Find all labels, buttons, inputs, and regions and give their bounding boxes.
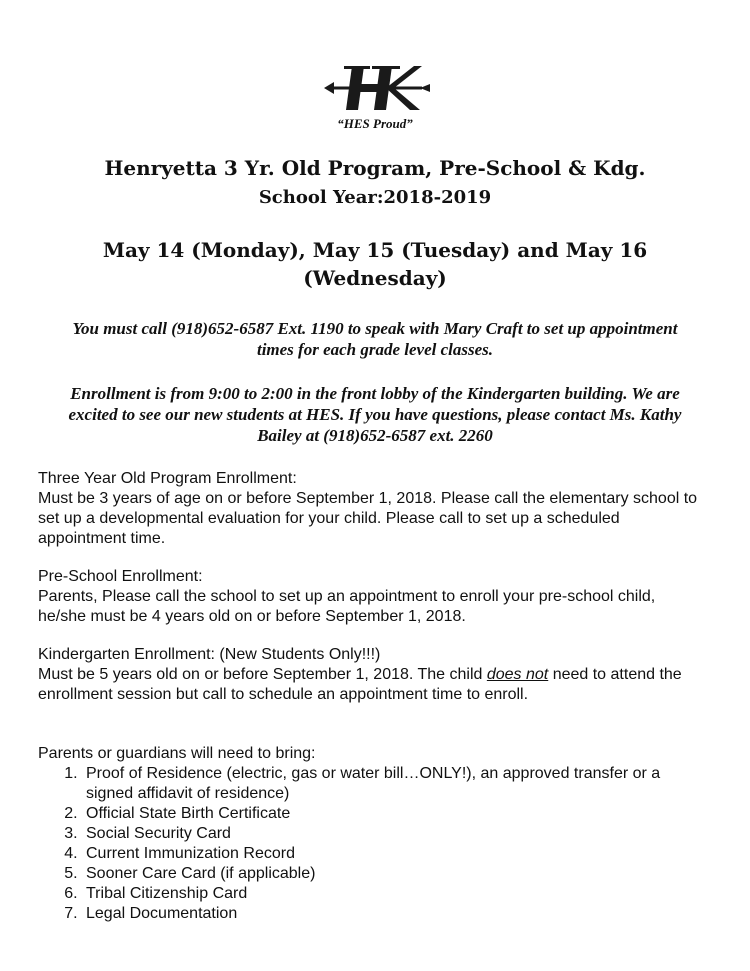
list-item: 1. Proof of Residence (electric, gas or water bill…ONLY!), an approved transfer or a signed affidavit of residence) xyxy=(82,764,706,804)
list-item: 5. Sooner Care Card (if applicable) xyxy=(82,864,706,884)
hk-logo-icon xyxy=(322,58,432,118)
section-text: Must be 3 years of age on or before September 1, 2018. Please call the elementary school to set up a developmental evaluation for your child. Please call to set up a scheduled appointment time. xyxy=(38,490,698,547)
preschool-section xyxy=(38,567,706,627)
section-text: Parents, Please call the school to set up an appointment to enroll your pre-school child, he/she must be 4 years old on or before September 1, 2018. xyxy=(38,588,656,625)
required-documents-list xyxy=(38,764,706,924)
phone-instruction: You must call (918)652-6587 Ext. 1190 to speak with Mary Craft to set up appointment times for each grade level classes. xyxy=(72,319,678,359)
section-heading: Three Year Old Program Enrollment: xyxy=(38,470,297,487)
text-before: Must be 5 years old on or before September 1, 2018. The child xyxy=(38,666,487,683)
section-heading: Pre-School Enrollment: xyxy=(38,568,203,585)
section-text xyxy=(38,665,706,705)
list-item: 7. Legal Documentation xyxy=(82,904,706,924)
list-item: 2. Official State Birth Certificate xyxy=(82,804,706,824)
section-heading: Parents or guardians will need to bring: xyxy=(38,745,316,762)
text-after: need to attend the enrollment session but call to schedule an appointment time to enroll. xyxy=(38,666,682,703)
school-year: School Year:2018-2019 xyxy=(258,187,492,208)
bring-section xyxy=(38,744,706,924)
list-item: 4. Current Immunization Record xyxy=(82,844,706,864)
enrollment-info: Enrollment is from 9:00 to 2:00 in the front lobby of the Kindergarten building. We are excited to see our new students at HES. If you have questions, please contact Ms. Kathy Bailey at (918)652-6587 ext. 2260 xyxy=(68,384,682,445)
enrollment-dates: May 14 (Monday), May 15 (Tuesday) and May 16 (Wednesday) xyxy=(102,238,648,290)
emphasis-does-not: does not xyxy=(486,666,549,683)
section-heading: Kindergarten Enrollment: (New Students Only!!!) xyxy=(38,646,381,663)
kindergarten-section xyxy=(38,645,706,705)
list-item: 6. Tribal Citizenship Card xyxy=(82,884,706,904)
three-year-section xyxy=(38,469,706,549)
motto: “HES Proud” xyxy=(337,116,413,131)
page-title: Henryetta 3 Yr. Old Program, Pre-School & Kdg. xyxy=(104,156,646,180)
list-item: 3. Social Security Card xyxy=(82,824,706,844)
